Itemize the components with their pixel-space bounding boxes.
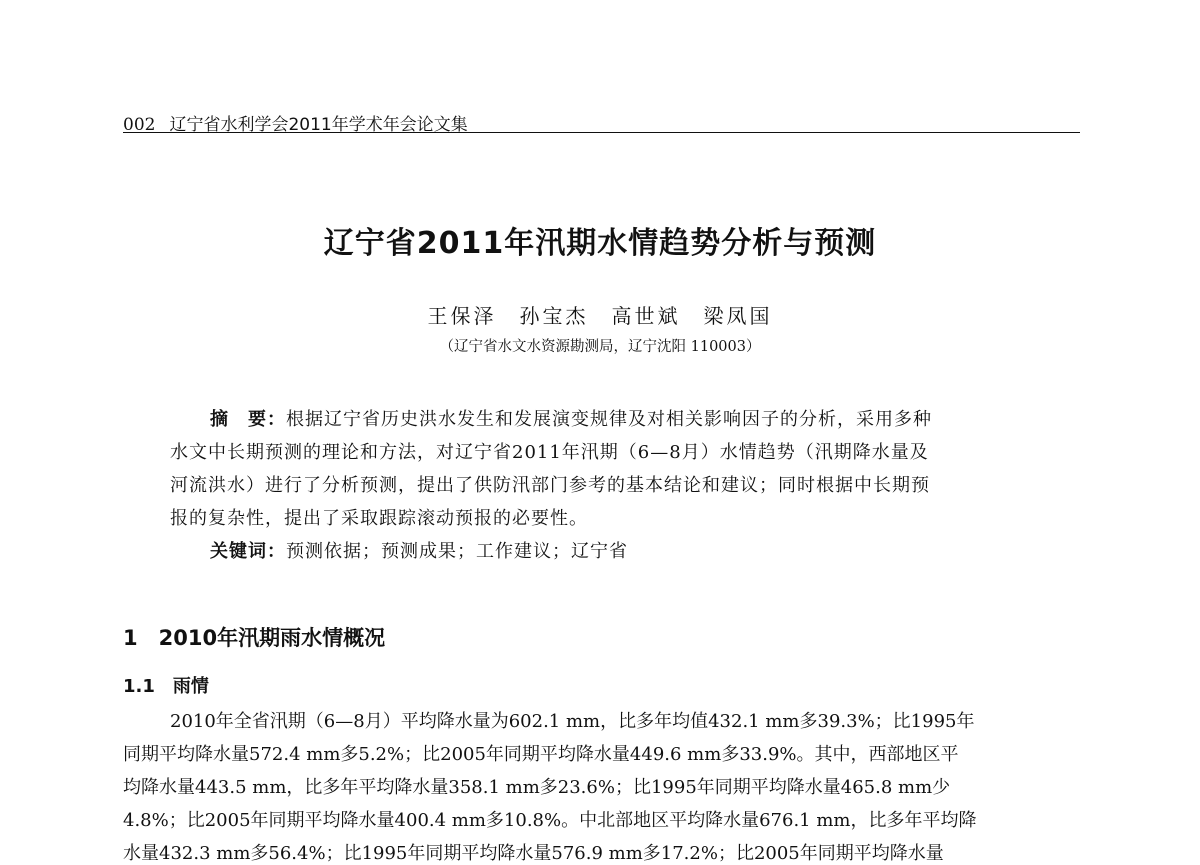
keywords-line <box>210 537 628 563</box>
page-number: 002 <box>123 115 156 135</box>
abstract-line: 水文中长期预测的理论和方法，对辽宁省2011年汛期（6—8月）水情趋势（汛期降水量及 <box>170 442 929 463</box>
author: 梁凤国 <box>703 304 773 328</box>
book-title: 辽宁省水利学会2011年学术年会论文集 <box>169 115 468 135</box>
body-line: 同期平均降水量572.4 mm多5.2%；比2005年同期平均降水量449.6 mm多33.9%。其中，西部地区平 <box>123 744 959 765</box>
body-line: 2010年全省汛期（6—8月）平均降水量为602.1 mm，比多年均值432.1 mm多39.3%；比1995年 <box>170 711 975 732</box>
affiliation: （辽宁省水文水资源勘测局，辽宁沈阳 110003） <box>439 339 761 355</box>
keywords-label: 关键词： <box>210 541 286 562</box>
abstract-line: 摘 要：根据辽宁省历史洪水发生和发展演变规律及对相关影响因子的分析，采用多种 <box>210 409 932 430</box>
abstract-label: 摘 要： <box>210 409 286 430</box>
author-list <box>0 300 1200 329</box>
keywords-text: 预测依据；预测成果；工作建议；辽宁省 <box>286 541 628 562</box>
paper-title: 辽宁省2011年汛期水情趋势分析与预测 <box>323 226 877 261</box>
author: 高世斌 <box>611 304 681 328</box>
body-line: 4.8%；比2005年同期平均降水量400.4 mm多10.8%。中北部地区平均降水量676.1 mm，比多年平均降 <box>123 810 977 831</box>
abstract-line: 报的复杂性，提出了采取跟踪滚动预报的必要性。 <box>170 508 588 529</box>
abstract-line: 河流洪水）进行了分析预测，提出了供防汛部门参考的基本结论和建议；同时根据中长期预 <box>170 475 930 496</box>
header-rule <box>123 132 1080 133</box>
body-line: 均降水量443.5 mm，比多年平均降水量358.1 mm多23.6%；比1995年同期平均降水量465.8 mm少 <box>123 777 951 798</box>
author: 王保泽 <box>427 304 497 328</box>
subsection-heading: 1.1 雨情 <box>123 676 209 697</box>
section-heading: 1 2010年汛期雨水情概况 <box>123 626 386 650</box>
author: 孙宝杰 <box>519 304 589 328</box>
body-line: 水量432.3 mm多56.4%；比1995年同期平均降水量576.9 mm多17.2%；比2005年同期平均降水量 <box>123 843 944 864</box>
